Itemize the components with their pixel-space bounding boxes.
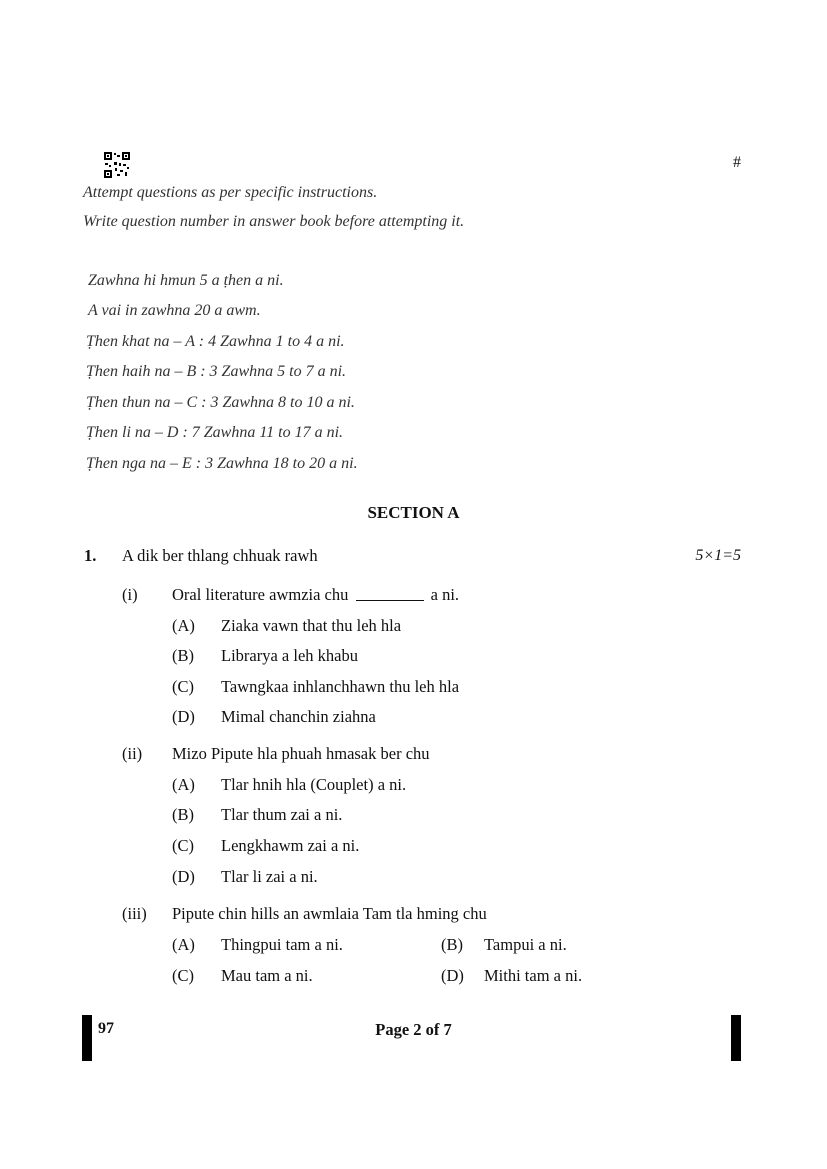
general-instruction: Ṭhen li na – D : 7 Zawhna 11 to 17 a ni. xyxy=(86,424,344,441)
answer-blank xyxy=(356,599,424,601)
paper-code: 97 xyxy=(98,1020,114,1037)
option-text: Mau tam a ni. xyxy=(221,966,313,985)
option-label: (D) xyxy=(172,867,195,886)
option-text: Tampui a ni. xyxy=(484,935,567,954)
general-instruction: Ṭhen khat na – A : 4 Zawhna 1 to 4 a ni. xyxy=(86,333,345,350)
option-label: (A) xyxy=(172,775,195,794)
option-text: Thingpui tam a ni. xyxy=(221,935,343,954)
option-text: Mimal chanchin ziahna xyxy=(221,707,376,726)
option-text: Tlar thum zai a ni. xyxy=(221,805,343,824)
page-marker: # xyxy=(733,154,741,171)
option-label: (C) xyxy=(172,836,194,855)
option-label: (D) xyxy=(172,707,195,726)
option-text: Tawngkaa inhlanchhawn thu leh hla xyxy=(221,677,460,696)
qr-code-icon xyxy=(104,152,130,178)
general-instruction: A vai in zawhna 20 a awm. xyxy=(88,302,261,319)
option-label: (C) xyxy=(172,677,194,696)
question-number: 1. xyxy=(84,546,97,565)
question-text: A dik ber thlang chhuak rawh xyxy=(122,546,318,565)
part-label: (i) xyxy=(122,585,138,604)
general-instruction: Ṭhen nga na – E : 3 Zawhna 18 to 20 a ni. xyxy=(86,455,358,472)
option-label: (B) xyxy=(441,935,463,954)
general-instruction: Zawhna hi hmun 5 a ṭhen a ni. xyxy=(88,272,284,289)
page-number: Page 2 of 7 xyxy=(375,1020,452,1039)
option-label: (A) xyxy=(172,935,195,954)
option-text: Lengkhawm zai a ni. xyxy=(221,836,360,855)
section-title: SECTION A xyxy=(367,503,460,522)
instruction-line-2: Write question number in answer book before attempting it. xyxy=(83,213,465,230)
instruction-line-1: Attempt questions as per specific instructions. xyxy=(83,184,378,201)
option-text: Tlar hnih hla (Couplet) a ni. xyxy=(221,775,407,794)
footer-bar-right xyxy=(731,1015,741,1061)
part-label: (iii) xyxy=(122,904,147,923)
part-stem: Mizo Pipute hla phuah hmasak ber chu xyxy=(172,744,430,763)
general-instruction: Ṭhen thun na – C : 3 Zawhna 8 to 10 a ni. xyxy=(86,394,355,411)
option-label: (B) xyxy=(172,646,194,665)
option-text: Tlar li zai a ni. xyxy=(221,867,318,886)
option-label: (A) xyxy=(172,616,195,635)
option-text: Librarya a leh khabu xyxy=(221,646,358,665)
option-label: (B) xyxy=(172,805,194,824)
part-label: (ii) xyxy=(122,744,143,763)
general-instruction: Ṭhen haih na – B : 3 Zawhna 5 to 7 a ni. xyxy=(86,363,347,380)
part-stem: Pipute chin hills an awmlaia Tam tla hming chu xyxy=(172,904,487,923)
question-marks: 5×1=5 xyxy=(695,547,741,564)
option-label: (C) xyxy=(172,966,194,985)
option-label: (D) xyxy=(441,966,464,985)
option-text: Ziaka vawn that thu leh hla xyxy=(221,616,402,635)
part-stem: Oral literature awmzia chu a ni. xyxy=(172,585,460,604)
option-text: Mithi tam a ni. xyxy=(484,966,583,985)
